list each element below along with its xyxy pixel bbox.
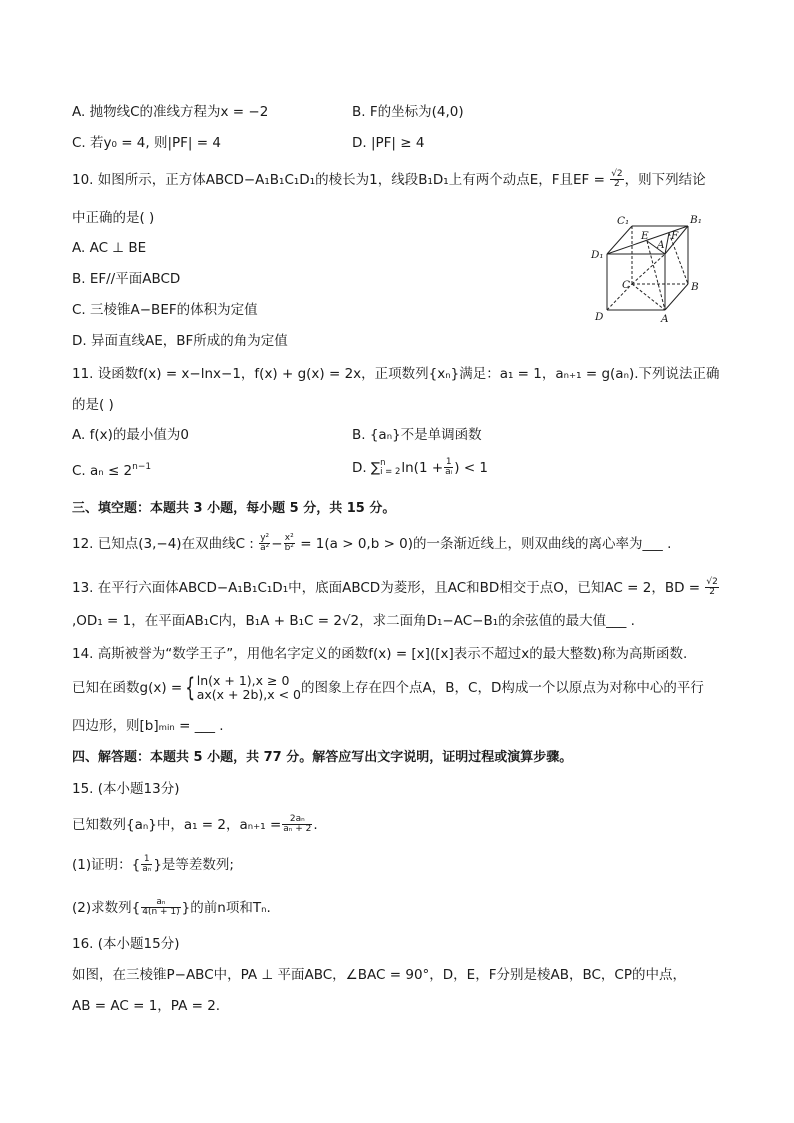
q9-option-a-text: C的准线方程为x = −2 (130, 104, 269, 120)
q15-text-post: . (313, 816, 318, 833)
q14-text-pre: 已知在函数g(x) = (72, 679, 183, 696)
q12-frac2-num: x² (284, 533, 294, 543)
q10-frac-den: 2 (614, 179, 620, 190)
q12-frac1-num: y² (260, 533, 270, 543)
q15-text-pre: 已知数列{aₙ}中，a₁ = 2，aₙ₊₁ = (72, 816, 282, 833)
q14-stem-line2 (72, 674, 704, 702)
q10-fraction (610, 170, 623, 190)
q15-part2 (72, 898, 271, 918)
q12-frac-x (284, 534, 295, 554)
q11-option-a: A. f(x)的最小值为0 (72, 427, 189, 443)
label-d: D (595, 311, 604, 323)
cube-figure (585, 212, 715, 328)
q13-fraction (705, 578, 718, 598)
q11-option-b: B. {aₙ}不是单调函数 (352, 427, 482, 443)
q11-option-d-log: ln(1 + (401, 459, 444, 476)
q13-stem-line1 (72, 578, 720, 598)
q10-option-c: C. 三棱锥A−BEF的体积为定值 (72, 302, 258, 318)
q14-brace: { (185, 672, 196, 703)
q11-stem-line1: 11. 设函数f(x) = x−lnx−1，f(x) + g(x) = 2x，正项数列{xₙ}满足：a₁ = 1，aₙ₊₁ = g(aₙ).下列说法正确 (72, 366, 720, 382)
cube-diagram (585, 212, 715, 324)
q10-frac-num: √2 (611, 169, 623, 179)
q16-stem-line2: AB = AC = 1，PA = 2. (72, 998, 221, 1014)
label-f: F (671, 230, 679, 242)
q9-option-b: B. F的坐标为(4,0) (352, 104, 464, 120)
q15-part1-num: 1 (141, 855, 152, 865)
q15-title: 15. (本小题13分) (72, 781, 180, 797)
q11-stem-line2: 的是( ) (72, 397, 114, 413)
q10-option-a: A. AC ⊥ BE (72, 240, 147, 256)
q10-stem-line2: 中正确的是( ) (72, 210, 155, 226)
q9-option-a-label: A. 抛物线 (72, 104, 131, 120)
q14-stem-line1: 14. 高斯被誉为“数学王子”，用他名字定义的函数f(x) = [x]([x]表示不超过x的最大整数)称为高斯函数. (72, 646, 688, 662)
q15-stem (72, 815, 318, 835)
q15-part2-fraction (141, 898, 180, 918)
section4-heading: 四、解答题：本题共 5 小题，共 77 分。解答应写出文字说明，证明过程或演算步骤。 (72, 750, 573, 765)
q14-stem-line3: 四边形，则[b]ₘᵢₙ = ___ . (72, 718, 224, 734)
q12-frac1-den: a² (260, 543, 270, 554)
q14-text-post: 的图象上存在四个点A，B，C，D构成一个以原点为对称中心的平行 (301, 679, 704, 696)
q11-option-d-fraction (444, 458, 453, 478)
q14-case2: ax(x + 2b),x < 0 (196, 686, 302, 702)
q13-frac-num: √2 (706, 577, 718, 587)
q11-sum-limits (380, 459, 400, 478)
label-c1: C₁ (617, 215, 630, 227)
q13-stem-line2: ,OD₁ = 1，在平面AB₁C内，B₁A + B₁C = 2√2，求二面角D₁−AC−B₁的余弦值的最大值___ . (72, 613, 635, 629)
q11-sum-upper: n (380, 457, 386, 468)
q13-text: 13. 在平行六面体ABCD−A₁B₁C₁D₁中，底面ABCD为菱形，且AC和BD相交于点O，已知AC = 2，BD = (72, 579, 701, 596)
q10-option-b: B. EF//平面ABCD (72, 271, 181, 287)
q15-fraction (282, 815, 312, 835)
q15-frac-num: 2aₙ (282, 815, 312, 825)
q11-frac-num: 1 (445, 457, 452, 467)
q13-frac-den: 2 (709, 587, 715, 598)
q15-part1-den: aₙ (142, 864, 152, 875)
section3-heading: 三、填空题：本题共 3 小题，每小题 5 分，共 15 分。 (72, 501, 396, 516)
q10-stem-tail: ，则下列结论 (624, 171, 706, 188)
q15-frac-den: aₙ + 2 (283, 824, 312, 835)
q11-option-d-tail: ) < 1 (454, 459, 489, 476)
q11-option-c-text: C. aₙ ≤ 2 (72, 463, 133, 479)
label-b: B (691, 281, 699, 293)
q9-option-a (72, 104, 268, 120)
q11-option-d-sum: D. ∑ (352, 459, 381, 476)
q14-case1: ln(x + 1),x ≥ 0 (196, 673, 290, 688)
q11-frac-den: aᵢ (445, 467, 453, 478)
label-c: C (622, 279, 631, 291)
q15-part2-num: aₙ (141, 898, 180, 908)
q11-option-c (72, 462, 151, 479)
q12-text-pre: 12. 已知点(3,−4)在双曲线C : (72, 535, 254, 552)
q12-stem (72, 534, 671, 554)
q12-frac-y (259, 534, 270, 554)
q15-part2-pre: (2)求数列{ (72, 899, 141, 916)
q16-title: 16. (本小题15分) (72, 936, 180, 952)
q11-option-c-exponent: n−1 (132, 462, 152, 472)
q12-minus: − (271, 535, 283, 552)
q9-option-d: D. |PF| ≥ 4 (352, 135, 425, 151)
q15-part2-post: }的前n项和Tₙ. (181, 899, 271, 916)
q15-part1 (72, 855, 234, 875)
q14-cases (197, 674, 301, 702)
q9-option-c: C. 若y₀ = 4, 则|PF| = 4 (72, 135, 221, 151)
label-e: E (641, 230, 649, 242)
q10-stem-text: 10. 如图所示，正方体ABCD−A₁B₁C₁D₁的棱长为1，线段B₁D₁上有两个动点E，F且EF = (72, 171, 605, 188)
q12-frac2-den: b² (284, 543, 294, 554)
q15-part1-fraction (141, 855, 152, 875)
q12-text-post: = 1(a > 0,b > 0)的一条渐近线上，则双曲线的离心率为___ . (300, 535, 672, 552)
q15-part1-post: }是等差数列; (153, 856, 234, 873)
q15-part2-den: 4(n + 1) (142, 907, 180, 918)
q11-option-d (352, 458, 488, 478)
q11-sum-lower: i = 2 (380, 466, 401, 477)
q10-option-d: D. 异面直线AE，BF所成的角为定值 (72, 333, 288, 349)
label-b1: B₁ (690, 214, 702, 226)
q15-part1-pre: (1)证明：{ (72, 856, 141, 873)
q16-stem-line1: 如图，在三棱锥P−ABC中，PA ⊥ 平面ABC，∠BAC = 90°，D，E，F分别是棱AB，BC，CP的中点， (72, 967, 686, 983)
label-a: A (661, 313, 669, 324)
label-d1: D₁ (591, 249, 604, 261)
label-a-upper: A (657, 239, 665, 251)
q10-stem-line1 (72, 170, 706, 190)
